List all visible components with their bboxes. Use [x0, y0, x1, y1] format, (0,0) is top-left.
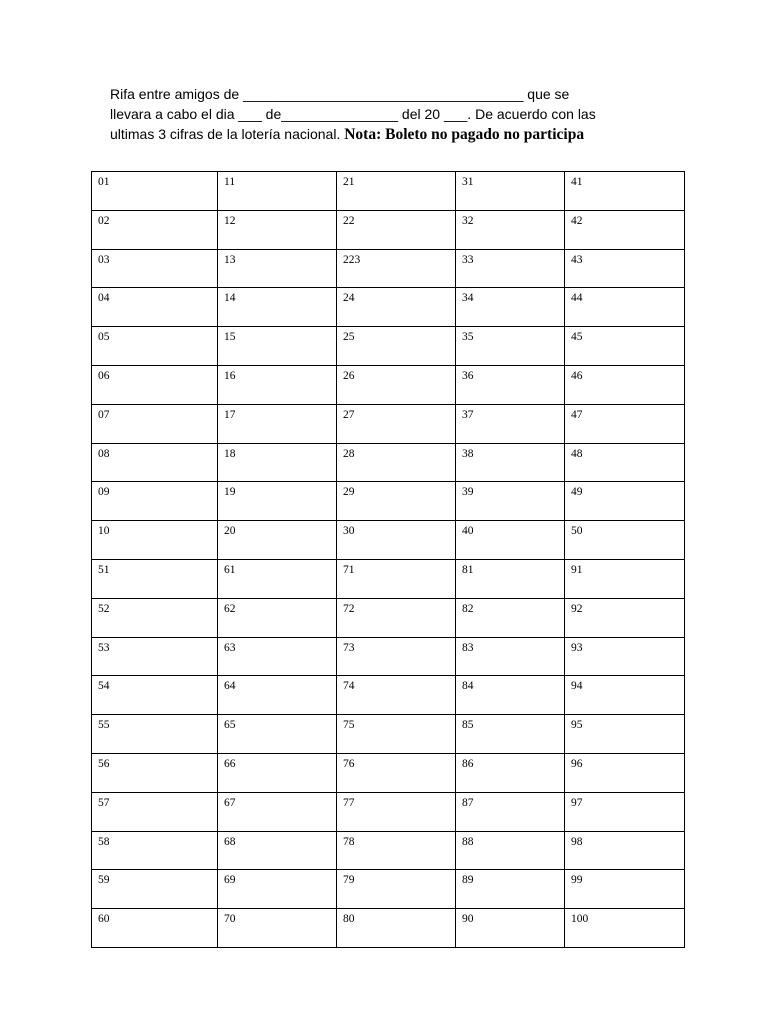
ticket-cell[interactable]	[218, 831, 337, 870]
ticket-cell[interactable]	[92, 288, 218, 327]
ticket-number: 06	[98, 369, 110, 382]
ticket-number: 66	[224, 757, 236, 770]
ticket-number: 55	[98, 719, 110, 732]
ticket-cell[interactable]	[218, 249, 337, 288]
ticket-cell[interactable]	[92, 831, 218, 870]
ticket-number: 42	[571, 214, 583, 227]
ticket-number: 73	[343, 641, 355, 654]
ticket-cell[interactable]	[92, 715, 218, 754]
ticket-cell[interactable]	[456, 210, 565, 249]
ticket-number: 02	[98, 214, 110, 227]
ticket-cell[interactable]	[92, 792, 218, 831]
table-row	[92, 404, 685, 443]
ticket-cell[interactable]	[456, 870, 565, 909]
table-row	[92, 870, 685, 909]
ticket-number: 47	[571, 408, 583, 421]
ticket-number: 69	[224, 874, 236, 887]
ticket-cell[interactable]	[456, 443, 565, 482]
ticket-cell[interactable]	[337, 365, 456, 404]
organizer-name-blank[interactable]: ____________________________________	[243, 86, 524, 102]
ticket-cell[interactable]	[337, 172, 456, 211]
ticket-cell[interactable]	[565, 288, 685, 327]
ticket-number: 38	[462, 447, 474, 460]
ticket-number: 22	[343, 214, 355, 227]
table-row	[92, 637, 685, 676]
table-row	[92, 288, 685, 327]
ticket-number: 50	[571, 525, 583, 538]
ticket-cell[interactable]	[337, 637, 456, 676]
ticket-cell[interactable]	[92, 210, 218, 249]
ticket-number: 39	[462, 486, 474, 499]
ticket-cell[interactable]	[337, 482, 456, 521]
ticket-number: 54	[98, 680, 110, 693]
ticket-number: 64	[224, 680, 236, 693]
ticket-cell[interactable]	[92, 559, 218, 598]
ticket-number: 71	[343, 563, 355, 576]
ticket-cell[interactable]	[565, 792, 685, 831]
ticket-cell[interactable]	[218, 365, 337, 404]
ticket-number: 93	[571, 641, 583, 654]
ticket-number: 34	[462, 292, 474, 305]
ticket-number: 83	[462, 641, 474, 654]
ticket-number: 05	[98, 331, 110, 344]
ticket-cell[interactable]	[92, 404, 218, 443]
intro-line1-start: Rifa entre amigos de	[110, 86, 244, 102]
ticket-number: 30	[343, 525, 355, 538]
ticket-cell[interactable]	[218, 288, 337, 327]
ticket-cell[interactable]	[92, 443, 218, 482]
ticket-cell[interactable]	[92, 598, 218, 637]
ticket-cell[interactable]	[218, 753, 337, 792]
ticket-number: 26	[343, 369, 355, 382]
ticket-cell[interactable]	[456, 753, 565, 792]
ticket-number: 57	[98, 796, 110, 809]
ticket-cell[interactable]	[456, 327, 565, 366]
ticket-number: 09	[98, 486, 110, 499]
table-row	[92, 482, 685, 521]
ticket-number: 33	[462, 253, 474, 266]
ticket-cell[interactable]	[337, 210, 456, 249]
ticket-number: 91	[571, 563, 583, 576]
ticket-number: 85	[462, 719, 474, 732]
ticket-number: 12	[224, 214, 236, 227]
ticket-cell[interactable]	[337, 870, 456, 909]
ticket-cell[interactable]	[565, 676, 685, 715]
ticket-cell[interactable]	[565, 753, 685, 792]
ticket-number: 25	[343, 331, 355, 344]
table-row	[92, 210, 685, 249]
ticket-number: 97	[571, 796, 583, 809]
ticket-number: 10	[98, 525, 110, 538]
table-row	[92, 792, 685, 831]
ticket-cell[interactable]	[218, 443, 337, 482]
intro-line2: llevara a cabo el dia ___ de_______________ del 20 ___. De acuerdo con las	[110, 106, 596, 122]
ticket-number: 04	[98, 292, 110, 305]
ticket-number: 75	[343, 719, 355, 732]
ticket-number: 79	[343, 874, 355, 887]
ticket-number: 31	[462, 176, 474, 188]
ticket-cell[interactable]	[218, 210, 337, 249]
ticket-cell[interactable]	[218, 792, 337, 831]
ticket-number: 28	[343, 447, 355, 460]
raffle-number-table	[91, 171, 685, 948]
ticket-number: 90	[462, 913, 474, 926]
ticket-number: 01	[98, 176, 110, 188]
ticket-cell[interactable]	[456, 172, 565, 211]
ticket-number: 13	[224, 253, 236, 266]
ticket-number: 56	[98, 757, 110, 770]
ticket-number: 44	[571, 292, 583, 305]
ticket-cell[interactable]	[456, 792, 565, 831]
table-row	[92, 327, 685, 366]
ticket-cell[interactable]	[92, 172, 218, 211]
ticket-cell[interactable]	[565, 559, 685, 598]
ticket-cell[interactable]	[337, 792, 456, 831]
ticket-cell[interactable]	[92, 753, 218, 792]
ticket-number: 100	[571, 913, 589, 926]
ticket-cell[interactable]	[456, 715, 565, 754]
ticket-cell[interactable]	[92, 909, 218, 948]
ticket-number: 29	[343, 486, 355, 499]
ticket-number: 46	[571, 369, 583, 382]
raffle-intro	[110, 84, 658, 145]
ticket-number: 45	[571, 331, 583, 344]
ticket-number: 223	[343, 253, 361, 266]
ticket-number: 74	[343, 680, 355, 693]
ticket-cell[interactable]	[218, 870, 337, 909]
table-row	[92, 249, 685, 288]
ticket-cell[interactable]	[337, 288, 456, 327]
ticket-cell[interactable]	[565, 249, 685, 288]
ticket-cell[interactable]	[337, 753, 456, 792]
ticket-number: 94	[571, 680, 583, 693]
ticket-number: 11	[224, 176, 236, 188]
ticket-number: 88	[462, 835, 474, 848]
ticket-number: 07	[98, 408, 110, 421]
ticket-cell[interactable]	[565, 327, 685, 366]
ticket-number: 15	[224, 331, 236, 344]
table-row	[92, 598, 685, 637]
ticket-cell[interactable]	[218, 715, 337, 754]
ticket-cell[interactable]	[92, 249, 218, 288]
ticket-cell[interactable]	[218, 172, 337, 211]
ticket-cell[interactable]	[456, 598, 565, 637]
table-row	[92, 715, 685, 754]
ticket-number: 20	[224, 525, 236, 538]
ticket-cell[interactable]	[456, 521, 565, 560]
ticket-number: 58	[98, 835, 110, 848]
ticket-cell[interactable]	[456, 365, 565, 404]
ticket-number: 27	[343, 408, 355, 421]
ticket-number: 98	[571, 835, 583, 848]
ticket-cell[interactable]	[337, 598, 456, 637]
ticket-number: 72	[343, 602, 355, 615]
ticket-cell[interactable]	[337, 327, 456, 366]
table-row	[92, 172, 685, 211]
ticket-cell[interactable]	[92, 365, 218, 404]
ticket-number: 82	[462, 602, 474, 615]
ticket-number: 53	[98, 641, 110, 654]
ticket-number: 62	[224, 602, 236, 615]
ticket-number: 52	[98, 602, 110, 615]
ticket-cell[interactable]	[92, 482, 218, 521]
ticket-number: 68	[224, 835, 236, 848]
ticket-cell[interactable]	[218, 482, 337, 521]
ticket-number: 40	[462, 525, 474, 538]
ticket-cell[interactable]	[92, 870, 218, 909]
ticket-number: 67	[224, 796, 236, 809]
ticket-cell[interactable]	[456, 909, 565, 948]
ticket-number: 48	[571, 447, 583, 460]
ticket-cell[interactable]	[565, 831, 685, 870]
ticket-cell[interactable]	[565, 172, 685, 211]
ticket-cell[interactable]	[337, 443, 456, 482]
ticket-number: 80	[343, 913, 355, 926]
ticket-cell[interactable]	[337, 909, 456, 948]
ticket-cell[interactable]	[218, 598, 337, 637]
ticket-cell[interactable]	[456, 637, 565, 676]
ticket-cell[interactable]	[565, 404, 685, 443]
ticket-number: 19	[224, 486, 236, 499]
ticket-number: 61	[224, 563, 236, 576]
ticket-number: 18	[224, 447, 236, 460]
ticket-cell[interactable]	[565, 482, 685, 521]
ticket-number: 76	[343, 757, 355, 770]
ticket-cell[interactable]	[218, 909, 337, 948]
ticket-cell[interactable]	[565, 598, 685, 637]
ticket-number: 92	[571, 602, 583, 615]
ticket-number: 99	[571, 874, 583, 887]
ticket-number: 03	[98, 253, 110, 266]
ticket-number: 63	[224, 641, 236, 654]
ticket-number: 36	[462, 369, 474, 382]
ticket-cell[interactable]	[92, 521, 218, 560]
ticket-cell[interactable]	[565, 365, 685, 404]
ticket-cell[interactable]	[337, 404, 456, 443]
ticket-number: 70	[224, 913, 236, 926]
ticket-cell[interactable]	[565, 870, 685, 909]
ticket-cell[interactable]	[565, 443, 685, 482]
ticket-number: 08	[98, 447, 110, 460]
ticket-cell[interactable]	[456, 249, 565, 288]
ticket-number: 21	[343, 176, 355, 188]
ticket-cell[interactable]	[565, 521, 685, 560]
ticket-number: 78	[343, 835, 355, 848]
ticket-cell[interactable]	[337, 831, 456, 870]
table-row	[92, 909, 685, 948]
ticket-cell[interactable]	[218, 637, 337, 676]
ticket-cell[interactable]	[218, 676, 337, 715]
ticket-cell[interactable]	[92, 327, 218, 366]
ticket-cell[interactable]	[337, 249, 456, 288]
ticket-number: 37	[462, 408, 474, 421]
table-row	[92, 831, 685, 870]
table-row	[92, 443, 685, 482]
ticket-number: 59	[98, 874, 110, 887]
ticket-cell[interactable]	[565, 909, 685, 948]
ticket-number: 96	[571, 757, 583, 770]
ticket-number: 49	[571, 486, 583, 499]
table-row	[92, 365, 685, 404]
table-row	[92, 676, 685, 715]
ticket-cell[interactable]	[565, 210, 685, 249]
ticket-cell[interactable]	[92, 637, 218, 676]
ticket-number: 32	[462, 214, 474, 227]
ticket-number: 95	[571, 719, 583, 732]
raffle-table-body	[92, 172, 685, 948]
ticket-cell[interactable]	[456, 404, 565, 443]
ticket-cell[interactable]	[218, 327, 337, 366]
ticket-number: 84	[462, 680, 474, 693]
ticket-number: 60	[98, 913, 110, 926]
ticket-number: 24	[343, 292, 355, 305]
ticket-cell[interactable]	[337, 715, 456, 754]
ticket-number: 77	[343, 796, 355, 809]
ticket-cell[interactable]	[565, 637, 685, 676]
intro-line1-end: que se	[523, 86, 570, 102]
ticket-cell[interactable]	[218, 404, 337, 443]
ticket-number: 89	[462, 874, 474, 887]
ticket-number: 65	[224, 719, 236, 732]
ticket-cell[interactable]	[337, 559, 456, 598]
payment-note: Nota: Boleto no pagado no participa	[344, 126, 585, 143]
ticket-cell[interactable]	[456, 482, 565, 521]
table-row	[92, 521, 685, 560]
ticket-cell[interactable]	[218, 559, 337, 598]
ticket-cell[interactable]	[337, 676, 456, 715]
ticket-number: 16	[224, 369, 236, 382]
ticket-cell[interactable]	[92, 676, 218, 715]
ticket-cell[interactable]	[337, 521, 456, 560]
intro-line3: ultimas 3 cifras de la lotería nacional.	[110, 126, 345, 142]
ticket-number: 51	[98, 563, 110, 576]
ticket-cell[interactable]	[456, 288, 565, 327]
ticket-number: 35	[462, 331, 474, 344]
ticket-number: 81	[462, 563, 474, 576]
ticket-number: 17	[224, 408, 236, 421]
ticket-number: 43	[571, 253, 583, 266]
table-row	[92, 753, 685, 792]
ticket-number: 87	[462, 796, 474, 809]
ticket-number: 86	[462, 757, 474, 770]
ticket-cell[interactable]	[456, 676, 565, 715]
ticket-cell[interactable]	[456, 559, 565, 598]
ticket-number: 14	[224, 292, 236, 305]
ticket-cell[interactable]	[218, 521, 337, 560]
ticket-cell[interactable]	[456, 831, 565, 870]
table-row	[92, 559, 685, 598]
ticket-cell[interactable]	[565, 715, 685, 754]
ticket-number: 41	[571, 176, 583, 188]
